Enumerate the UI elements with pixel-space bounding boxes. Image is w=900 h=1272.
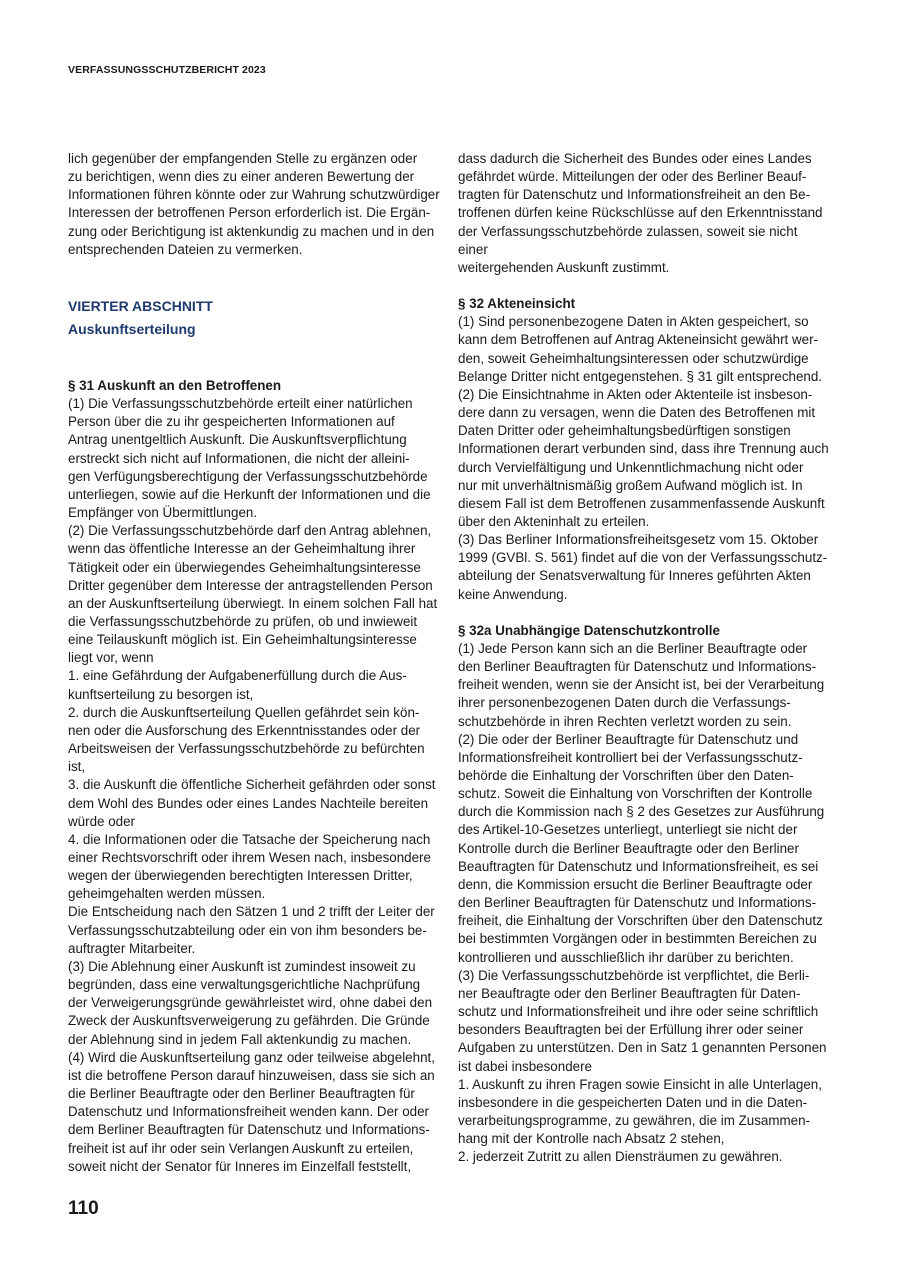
text-line: 1. eine Gefährdung der Aufgabenerfüllung durch die Aus- <box>68 668 407 684</box>
text-line: Belange Dritter nicht entgegenstehen. § 31 gilt entsprechend. <box>458 368 823 384</box>
text-line: lich gegenüber der empfangenden Stelle zu ergänzen oder <box>68 151 418 166</box>
text-line: Empfänger von Übermittlungen. <box>68 505 258 521</box>
text-line: soweit nicht der Senator für Inneres im Einzelfall feststellt, <box>68 1158 412 1174</box>
text-line: Daten Dritter oder geheimhaltungsbedürftigen sonstigen <box>458 423 791 439</box>
text-line: (2) Die oder der Berliner Beauftragte für Datenschutz und <box>458 731 799 747</box>
text-line: (2) Die Einsichtnahme in Akten oder Aktenteile ist insbeson- <box>458 386 813 402</box>
text-line: durch Vervielfältigung und Unkenntlichmachung nicht oder <box>458 459 804 475</box>
text-line: (3) Das Berliner Informationsfreiheitsgesetz vom 15. Oktober <box>458 532 819 548</box>
text-line: wegen der überwiegenden berechtigten Interessen Dritter, <box>68 868 413 884</box>
text-line: den, soweit Geheimhaltungsinteressen oder schutzwürdige <box>458 350 809 366</box>
text-line: Dritter gegenüber dem Interesse der antragstellenden Person <box>68 577 433 593</box>
text-line: behörde die Einhaltung der Vorschriften über den Daten- <box>458 768 794 783</box>
chapter-title: VIERTER ABSCHNITT <box>68 297 213 314</box>
left-column <box>68 150 440 1176</box>
text-line: (1) Die Verfassungsschutzbehörde erteilt einer natürlichen <box>68 396 413 412</box>
text-line: wenn das öffentliche Interesse an der Geheimhaltung ihrer <box>68 541 416 557</box>
text-line: ihrer personenbezogenen Daten durch die Verfassungs- <box>458 695 791 711</box>
text-line: erstreckt sich nicht auf Informationen, die nicht der alleini- <box>68 450 410 466</box>
text-line: Die Entscheidung nach den Sätzen 1 und 2 trifft der Leiter der <box>68 904 435 920</box>
text-line: nen oder die Ausforschung des Erkenntnisstandes oder der <box>68 722 421 738</box>
text-line: 1. Auskunft zu ihren Fragen sowie Einsicht in alle Unterlagen, <box>458 1076 822 1092</box>
text-line: unterliegen, sowie auf die Herkunft der Informationen und die <box>68 486 431 502</box>
section-32-heading: § 32 Akteneinsicht <box>458 296 576 312</box>
text-line: insbesondere in die gespeicherten Daten und in die Daten- <box>458 1094 808 1110</box>
section-32a-heading: § 32a Unabhängige Datenschutzkontrolle <box>458 622 720 638</box>
text-line: des Artikel-10-Gesetzes unterliegt, unterliegt sie nicht der <box>458 822 798 838</box>
text-line: (4) Wird die Auskunftserteilung ganz oder teilweise abgelehnt, <box>68 1049 435 1065</box>
text-line: denn, die Kommission ersucht die Berliner Beauftragte oder <box>458 876 813 892</box>
text-line: (2) Die Verfassungsschutzbehörde darf den Antrag ablehnen, <box>68 523 432 539</box>
text-line: den Berliner Beauftragten für Datenschutz und Informations- <box>458 659 817 675</box>
text-line: Aufgaben zu unterstützen. Den in Satz 1 genannten Personen <box>458 1040 827 1056</box>
text-line: der Ablehnung sind in jedem Fall aktenkundig zu machen. <box>68 1031 412 1047</box>
text-line: freiheit wenden, wenn sie der Ansicht ist, bei der Verarbeitung <box>458 677 825 693</box>
text-line: verarbeitungsprogramme, zu gewähren, die im Zusammen- <box>458 1112 811 1128</box>
text-line: den Berliner Beauftragten für Datenschutz und Informations- <box>458 895 817 911</box>
text-line: tragten für Datenschutz und Informationsfreiheit an den Be- <box>458 187 811 203</box>
section-31-body <box>68 395 440 1176</box>
section-32-body <box>458 313 830 604</box>
text-line: begründen, dass eine verwaltungsgerichtliche Nachprüfung <box>68 977 421 993</box>
text-line: Antrag unentgeltlich Auskunft. Die Auskunftsverpflichtung <box>68 432 407 448</box>
text-line: (1) Jede Person kann sich an die Berliner Beauftragte oder <box>458 640 808 656</box>
text-line: 3. die Auskunft die öffentliche Sicherheit gefährden oder sonst <box>68 777 436 793</box>
text-line: keine Anwendung. <box>458 586 568 602</box>
text-line: freiheit ist auf ihr oder sein Verlangen Auskunft zu erteilen, <box>68 1140 414 1156</box>
text-line: dem Berliner Beauftragten für Datenschutz und Informations- <box>68 1122 430 1138</box>
text-line: Arbeitsweisen der Verfassungsschutzbehörde zu befürchten <box>68 741 425 757</box>
text-line: Informationen führen könnte oder zur Wahrung schutzwürdiger <box>68 187 440 203</box>
text-line: troffenen dürfen keine Rückschlüsse auf den Erkenntnisstand <box>458 205 823 221</box>
text-line: dass dadurch die Sicherheit des Bundes oder eines Landes <box>458 151 812 166</box>
running-head: VERFASSUNGSSCHUTZBERICHT 2023 <box>68 64 266 76</box>
right-column <box>458 150 830 1166</box>
text-line: diesem Fall ist dem Betroffenen zusammenfassende Auskunft <box>458 495 825 511</box>
text-line: kann dem Betroffenen auf Antrag Akteneinsicht gewährt wer- <box>458 332 819 348</box>
text-line: kontrollieren und ausschließlich ihr darüber zu berichten. <box>458 949 794 965</box>
text-line: kunftserteilung zu besorgen ist, <box>68 686 254 702</box>
text-line: 2. durch die Auskunftserteilung Quellen gefährdet sein kön- <box>68 704 420 720</box>
text-line: ist dabei insbesondere <box>458 1058 592 1074</box>
text-line: 2. jederzeit Zutritt zu allen Diensträumen zu gewähren. <box>458 1149 783 1165</box>
text-line: nur mit unverhältnismäßig großem Aufwand möglich ist. In <box>458 477 803 493</box>
text-line: Tätigkeit oder ein überwiegendes Geheimhaltungsinteresse <box>68 559 421 575</box>
text-line: schutz. Soweit die Einhaltung von Vorschriften der Kontrolle <box>458 786 813 802</box>
text-line: durch die Kommission nach § 2 des Gesetzes zur Ausführung <box>458 804 825 820</box>
text-line: freiheit, die Einhaltung der Vorschriften über den Datenschutz <box>458 913 823 929</box>
text-line: die Berliner Beauftragte oder den Berliner Beauftragten für <box>68 1086 415 1102</box>
continuation-paragraph <box>458 150 830 277</box>
text-line: die Verfassungsschutzbehörde zu prüfen, ob und inwieweit <box>68 613 418 629</box>
text-line: über den Akteninhalt zu erteilen. <box>458 513 650 529</box>
text-line: gefährdet würde. Mitteilungen der oder des Berliner Beauf- <box>458 169 807 185</box>
text-line: Kontrolle durch die Berliner Beauftragte oder den Berliner <box>458 840 799 856</box>
text-line: Verfassungsschutzabteilung oder ein von ihm besonders be- <box>68 922 427 938</box>
text-line: gen Verfügungsberechtigung der Verfassungsschutzbehörde <box>68 468 428 484</box>
text-line: (3) Die Ablehnung einer Auskunft ist zumindest insoweit zu <box>68 958 416 974</box>
text-line: (1) Sind personenbezogene Daten in Akten gespeichert, so <box>458 314 809 330</box>
text-line: hang mit der Kontrolle nach Absatz 2 stehen, <box>458 1131 725 1147</box>
text-line: der Verfassungsschutzbehörde zulassen, soweit sie nicht einer <box>458 223 798 257</box>
text-line: bei bestimmten Vorgängen oder in bestimmten Bereichen zu <box>458 931 817 947</box>
text-line: besonders Beauftragten bei der Erfüllung ihrer oder seiner <box>458 1022 804 1038</box>
text-line: Beauftragten für Datenschutz und Informationsfreiheit, es sei <box>458 858 819 874</box>
text-line: liegt vor, wenn <box>68 650 154 666</box>
text-line: 1999 (GVBl. S. 561) findet auf die von der Verfassungsschutz- <box>458 550 828 566</box>
intro-paragraph <box>68 150 440 259</box>
text-line: schutzbehörde in ihren Rechten verletzt worden zu sein. <box>458 713 792 729</box>
section-32a-body <box>458 640 830 1167</box>
text-line: an der Auskunftserteilung überwiegt. In einem solchen Fall hat <box>68 595 438 611</box>
text-line: Informationen derart verbunden sind, dass ihre Trennung auch <box>458 441 829 457</box>
page-number: 110 <box>68 1198 99 1219</box>
text-line: schutz und Informationsfreiheit und ihre oder seine schriftlich <box>458 1004 819 1020</box>
text-line: weitergehenden Auskunft zustimmt. <box>458 259 670 275</box>
text-line: ist die betroffene Person darauf hinzuweisen, dass sie sich an <box>68 1067 435 1083</box>
text-line: einer Rechtsvorschrift oder ihrem Wesen nach, insbesondere <box>68 850 431 865</box>
text-line: ist, <box>68 759 86 775</box>
text-line: entsprechenden Dateien zu vermerken. <box>68 241 303 257</box>
text-line: der Verweigerungsgründe gewährleistet wird, ohne dabei den <box>68 995 433 1011</box>
text-line: eine Teilauskunft möglich ist. Ein Geheimhaltungsinteresse <box>68 632 417 648</box>
text-line: dem Wohl des Bundes oder eines Landes Nachteile bereiten <box>68 795 429 811</box>
text-line: zu berichtigen, wenn dies zu einer anderen Bewertung der <box>68 169 415 185</box>
chapter-subtitle: Auskunftserteilung <box>68 320 196 337</box>
text-line: würde oder <box>68 813 135 829</box>
text-line: Person über die zu ihr gespeicherten Informationen auf <box>68 414 395 430</box>
text-line: dere dann zu versagen, wenn die Daten des Betroffenen mit <box>458 405 816 421</box>
text-line: Datenschutz und Informationsfreiheit wenden kann. Der oder <box>68 1104 430 1120</box>
text-line: Interessen der betroffenen Person erforderlich ist. Die Ergän- <box>68 205 431 221</box>
text-line: zung oder Berichtigung ist aktenkundig zu machen und in den <box>68 223 435 239</box>
text-line: 4. die Informationen oder die Tatsache der Speicherung nach <box>68 831 431 847</box>
text-line: geheimgehalten werden müssen. <box>68 886 266 902</box>
text-line: ner Beauftragte oder den Berliner Beauftragten für Daten- <box>458 985 801 1001</box>
text-line: Informationsfreiheit kontrolliert bei der Verfassungsschutz- <box>458 749 803 765</box>
text-line: Zweck der Auskunftsverweigerung zu gefährden. Die Gründe <box>68 1013 430 1029</box>
section-31-heading: § 31 Auskunft an den Betroffenen <box>68 377 282 393</box>
text-line: auftragter Mitarbeiter. <box>68 940 196 956</box>
text-line: abteilung der Senatsverwaltung für Inneres geführten Akten <box>458 568 811 584</box>
text-line: (3) Die Verfassungsschutzbehörde ist verpflichtet, die Berli- <box>458 967 810 983</box>
